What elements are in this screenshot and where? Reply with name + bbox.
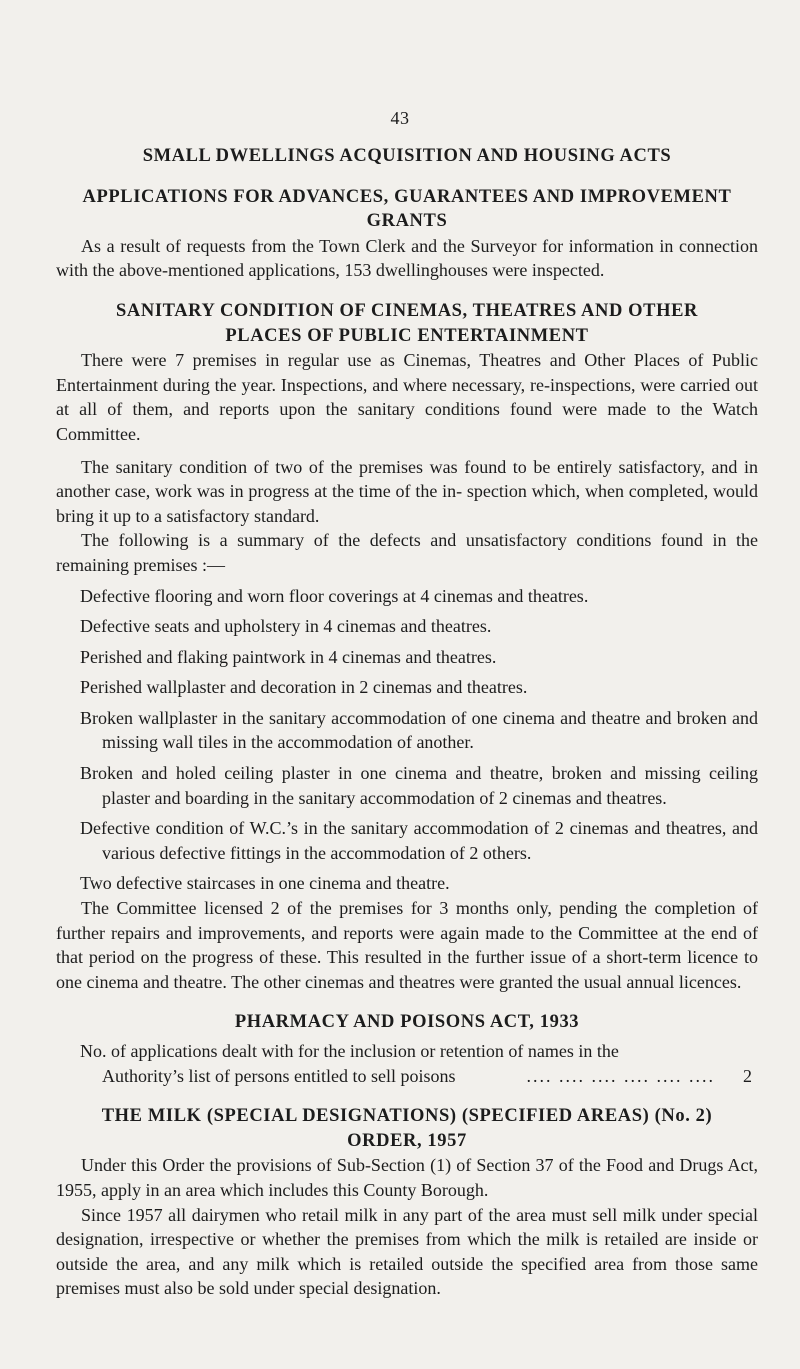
section-heading-sanitary-line1: SANITARY CONDITION OF CINEMAS, THEATRES AND OTHER xyxy=(116,300,698,321)
section-heading-housing-acts: SMALL DWELLINGS ACQUISITION AND HOUSING ACTS xyxy=(142,146,672,166)
section-heading-milk-line2: ORDER, 1957 xyxy=(347,1130,467,1151)
defect-item: Broken and holed ceiling plaster in one cinema and theatre, broken and missing ceiling plaster and boarding in the sanitary accommodation of 2 cinemas and theatres. xyxy=(80,763,758,808)
sanitary-paragraph-4: The Committee licensed 2 of the premises for 3 months only, pending the completion of further repairs and improvements, and reports were again made to the Committee at the end of that period on the progress of these. This resulted in the further issue of a short-term licence to one cinema and theatre. The other cinemas and theatres were granted the usual annual licences. xyxy=(56,898,758,992)
pharmacy-line-2 xyxy=(56,1064,758,1089)
defect-item: Defective flooring and worn floor coverings at 4 cinemas and theatres. xyxy=(80,585,589,606)
section-heading-milk-line1: THE MILK (SPECIAL DESIGNATIONS) (SPECIFIED AREAS) (No. 2) xyxy=(101,1106,713,1127)
defect-item: Broken wallplaster in the sanitary accommodation of one cinema and theatre and broken and missing wall tiles in the accommodation of another. xyxy=(80,707,758,753)
section-heading-sanitary-line2: PLACES OF PUBLIC ENTERTAINMENT xyxy=(225,325,589,346)
defect-item: Defective condition of W.C.’s in the sanitary accommodation of 2 cinemas and theatres, and various defective fittings in the accommodation of 2 others. xyxy=(80,818,758,863)
subheading-applications-line1: APPLICATIONS FOR ADVANCES, GUARANTEES AND IMPROVEMENT xyxy=(82,186,732,207)
dot-leader: .... .... .... .... .... .... xyxy=(526,1065,715,1086)
defect-item: Perished wallplaster and decoration in 2 cinemas and theatres. xyxy=(80,677,528,698)
pharmacy-label: Authority’s list of persons entitled to sell poisons xyxy=(102,1065,456,1086)
pharmacy-count: 2 xyxy=(743,1065,752,1086)
page-number: 43 xyxy=(390,108,410,128)
defect-item: Perished and flaking paintwork in 4 cinemas and theatres. xyxy=(80,646,497,667)
section-heading-pharmacy: PHARMACY AND POISONS ACT, 1933 xyxy=(234,1012,580,1033)
sanitary-paragraph-3: The following is a summary of the defects and unsatisfactory conditions found in the remaining premises :— xyxy=(56,530,758,575)
milk-paragraph-2: Since 1957 all dairymen who retail milk in any part of the area must sell milk under special designation, irrespective or whether the premises from which the milk is retailed are inside or outside the area, and any milk which is retailed outside the specified area from those same premises must also be sold under special designation. xyxy=(56,1204,758,1299)
subheading-applications-line2: GRANTS xyxy=(366,211,448,232)
defect-item: Two defective staircases in one cinema and theatre. xyxy=(80,873,450,894)
defect-item: Defective seats and upholstery in 4 cinemas and theatres. xyxy=(80,616,492,637)
page-content xyxy=(56,144,758,1301)
sanitary-paragraph-1: There were 7 premises in regular use as Cinemas, Theatres and Other Places of Public Entertainment during the year. Inspections, and where necessary, re-inspections, were carried out at all of them, and reports upon the sanitary conditions found were made to the Watch Committee. xyxy=(56,350,758,444)
milk-paragraph-1: Under this Order the provisions of Sub-Section (1) of Section 37 of the Food and Drugs Act, 1955, apply in an area which includes this County Borough. xyxy=(56,1155,758,1200)
sanitary-paragraph-2: The sanitary condition of two of the premises was found to be entirely satisfactory, and in another case, work was in progress at the time of the in- spection which, when completed, would bring it up to a satisfactory standard. xyxy=(56,456,758,526)
pharmacy-line-1: No. of applications dealt with for the inclusion or retention of names in the xyxy=(80,1041,619,1061)
housing-paragraph: As a result of requests from the Town Clerk and the Surveyor for information in connection with the above-mentioned applications, 153 dwellinghouses were inspected. xyxy=(56,235,758,281)
defects-list xyxy=(56,584,758,897)
